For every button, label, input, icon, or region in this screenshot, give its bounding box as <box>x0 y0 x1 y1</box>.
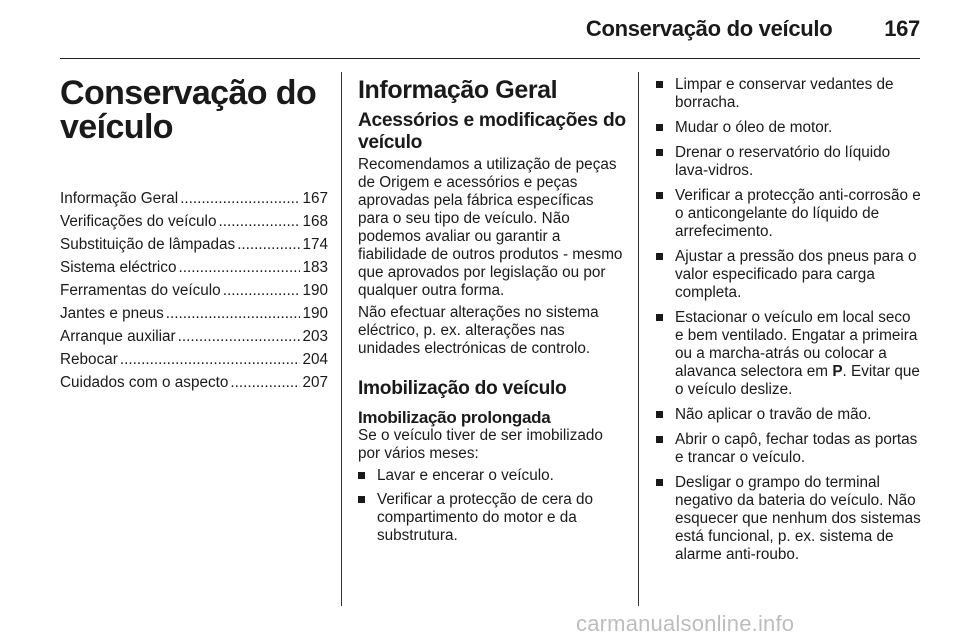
list-item: Lavar e encerar o veículo. <box>358 467 626 485</box>
bullet-square-icon <box>656 479 663 486</box>
running-header-title: Conservação do veículo <box>585 16 833 41</box>
paragraph: Recomendamos a utilização de peças de Origem e acessórios e peças aprovadas pela fábrica específicas para o seu tipo de veículo. Não podemos avaliar ou garantir a fiabilidade de outros produtos - mesmo que aprovados por legislação ou por qualquer outra forma. <box>358 156 623 299</box>
header-rule <box>60 58 920 59</box>
toc-entry[interactable]: Sistema eléctrico ..... 183 <box>60 256 328 279</box>
minor-heading: Imobilização prolongada <box>358 408 551 427</box>
bullet-square-icon <box>656 149 663 156</box>
column-divider <box>638 72 639 606</box>
column-divider <box>341 72 342 606</box>
bullet-list <box>656 76 922 564</box>
chapter-column <box>60 76 328 394</box>
paragraph: Se o veículo tiver de ser imobilizado por vários meses: <box>358 427 603 462</box>
toc-entry[interactable]: Ferramentas do veículo ..... 190 <box>60 279 328 302</box>
bullet-square-icon <box>656 124 663 131</box>
toc-entry[interactable]: Verificações do veículo ..... 168 <box>60 210 328 233</box>
section-heading: Informação Geral <box>358 76 558 104</box>
running-header <box>586 16 920 42</box>
list-item: Não aplicar o travão de mão. <box>656 406 922 424</box>
subsection-heading: Imobilização do veículo <box>358 378 567 399</box>
chapter-title: Conservação do veículo <box>60 74 317 146</box>
paragraph: Não efectuar alterações no sistema eléctrico, p. ex. alterações nas unidades electrónicas de controlo. <box>358 304 599 357</box>
bullet-square-icon <box>656 253 663 260</box>
table-of-contents <box>60 187 328 394</box>
toc-entry[interactable]: Informação Geral ..... 167 <box>60 187 328 210</box>
bullet-square-icon <box>358 496 365 503</box>
list-item: Verificar a protecção de cera do compartimento do motor e da substrutura. <box>358 491 626 545</box>
toc-entry[interactable]: Jantes e pneus ..... 190 <box>60 302 328 325</box>
bullet-square-icon <box>656 411 663 418</box>
content-column-2 <box>358 76 626 551</box>
list-item: Mudar o óleo de motor. <box>656 119 922 137</box>
watermark: carmanualsonline.info <box>576 611 795 636</box>
bullet-square-icon <box>656 314 663 321</box>
toc-entry[interactable]: Arranque auxiliar ..... 203 <box>60 325 328 348</box>
list-item: Abrir o capô, fechar todas as portas e trancar o veículo. <box>656 431 922 467</box>
list-item: Ajustar a pressão dos pneus para o valor especificado para carga completa. <box>656 248 922 302</box>
bullet-square-icon <box>656 436 663 443</box>
list-item: Estacionar o veículo em local seco e bem ventilado. Engatar a primeira ou a marcha-atrás ou colocar a alavanca selectora em P. Evitar que o veículo deslize. <box>656 309 922 399</box>
toc-entry[interactable]: Substituição de lâmpadas ..... 174 <box>60 233 328 256</box>
page-number: 167 <box>884 16 920 41</box>
subsection-heading: Acessórios e modificações do veículo <box>358 110 626 153</box>
toc-entry[interactable]: Rebocar ..... 204 <box>60 348 328 371</box>
bullet-square-icon <box>358 472 365 479</box>
list-item: Limpar e conservar vedantes de borracha. <box>656 76 922 112</box>
bullet-square-icon <box>656 192 663 199</box>
list-item: Desligar o grampo do terminal negativo da bateria do veículo. Não esquecer que nenhum dos sistemas está funcional, p. ex. sistema de alarme anti-roubo. <box>656 474 922 564</box>
bullet-square-icon <box>656 81 663 88</box>
content-column-3 <box>656 76 922 571</box>
list-item: Drenar o reservatório do líquido lava-vidros. <box>656 144 922 180</box>
list-item: Verificar a protecção anti-corrosão e o anticongelante do líquido de arrefecimento. <box>656 187 922 241</box>
toc-entry[interactable]: Cuidados com o aspecto ..... 207 <box>60 371 328 394</box>
bullet-list <box>358 467 626 545</box>
